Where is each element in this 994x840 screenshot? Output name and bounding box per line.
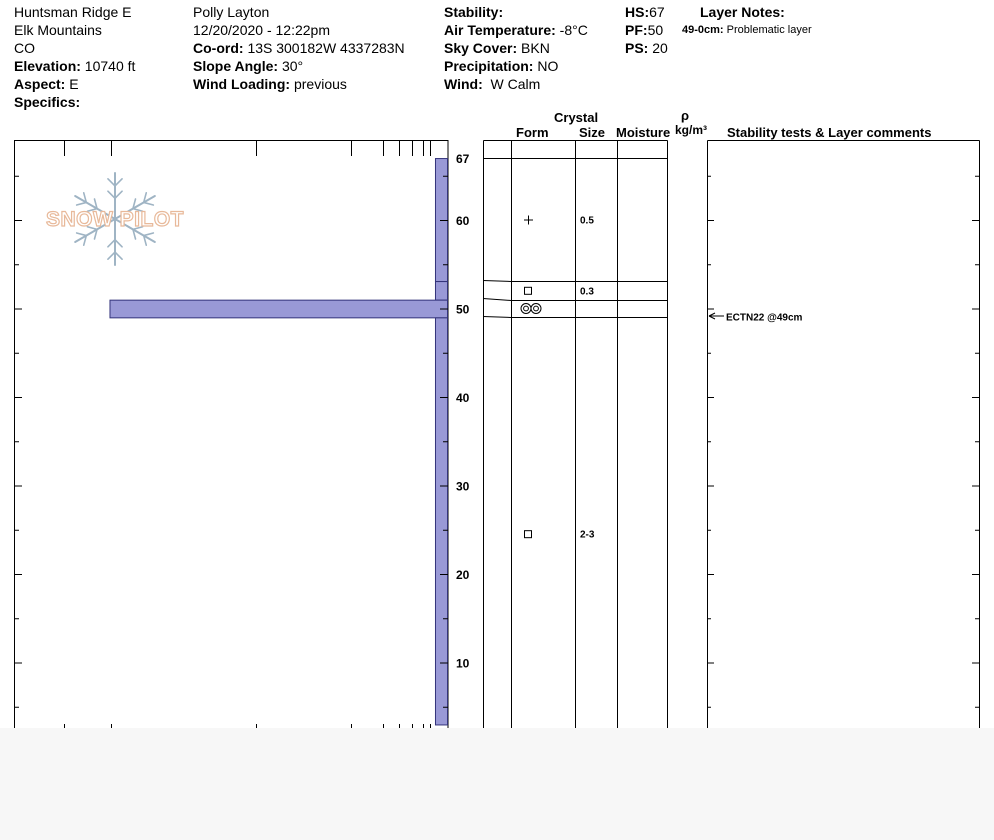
elevation: Elevation: 10740 ft: [14, 58, 136, 74]
grain-columns: [484, 141, 668, 729]
stability-test-label: ECTN22 @49cm: [726, 312, 803, 324]
aspect: Aspect: E: [14, 76, 79, 92]
observer-name: Polly Layton: [193, 4, 270, 20]
snowflake-branch: [115, 252, 122, 259]
depth-tick-label: 40: [456, 391, 470, 405]
layer-notes-heading: Layer Notes:: [700, 4, 785, 20]
grain-form-melt-outer: [521, 304, 531, 314]
specifics: Specifics:: [14, 94, 81, 110]
hardness-bar: [110, 300, 448, 318]
air-temperature: Air Temperature: -8°C: [444, 22, 588, 38]
stability-header: Stability tests & Layer comments: [727, 125, 932, 140]
grain-form-melt-inner: [524, 306, 529, 311]
depth-tick-label: 30: [456, 479, 470, 494]
moisture-header: Moisture: [616, 125, 671, 140]
wind: Wind: W Calm: [444, 76, 541, 92]
depth-tick-label: 10: [456, 656, 470, 671]
layer-boundary-connector: [483, 317, 511, 318]
stability: Stability:: [444, 4, 504, 20]
grain-form-faceted: [525, 287, 532, 294]
layer-note: 49-0cm: Problematic layer: [682, 24, 812, 36]
depth-tick-label: 20: [456, 568, 470, 582]
snowflake-branch: [144, 202, 154, 205]
snowflake-branch: [77, 233, 87, 236]
hardness-bar: [435, 318, 447, 725]
snowflake-branch: [108, 191, 115, 198]
foot-penetration: PF:50: [625, 22, 664, 38]
density-symbol: ρ: [681, 108, 690, 123]
layer-boundary-connector: [483, 281, 511, 282]
form-header: Form: [516, 125, 549, 140]
snowflake-branch: [115, 179, 122, 186]
snowflake-branch: [108, 240, 115, 247]
snowpilot-logo: SNOW PILOT: [46, 208, 184, 231]
snowflake-branch: [108, 252, 115, 259]
grain-size-label: 0.3: [580, 286, 594, 298]
state: CO: [14, 40, 35, 56]
location-name: Huntsman Ridge E: [14, 4, 132, 20]
grain-size-label: 2-3: [580, 529, 595, 541]
grain-form-faceted: [525, 531, 532, 538]
wind-loading: Wind Loading: previous: [193, 76, 347, 92]
grain-form-precip: [524, 216, 533, 225]
grain-form-melt-inner: [534, 306, 539, 311]
sky-cover: Sky Cover: BKN: [444, 40, 550, 56]
observation-datetime: 12/20/2020 - 12:22pm: [193, 22, 330, 38]
grain-size-label: 0.5: [580, 215, 594, 227]
snowflake-branch: [108, 179, 115, 186]
ski-penetration: PS: 20: [625, 40, 668, 56]
snowflake-branch: [115, 191, 122, 198]
snowflake-branch: [144, 233, 154, 236]
stability-column: [708, 141, 980, 729]
grain-form-melt-outer: [531, 304, 541, 314]
layer-boundary-connector: [483, 299, 511, 301]
coordinates: Co-ord: 13S 300182W 4337283N: [193, 40, 405, 56]
depth-tick-label: 50: [456, 302, 470, 317]
depth-tick-label: 67: [456, 152, 470, 167]
snowflake-branch: [115, 240, 122, 247]
slope-angle: Slope Angle: 30°: [193, 58, 304, 74]
density-unit: kg/m³: [675, 123, 708, 137]
hardness-bar: [435, 282, 447, 301]
depth-tick-label: 60: [456, 214, 470, 228]
snowflake-branch: [77, 202, 87, 205]
crystal-header: Crystal: [554, 110, 599, 125]
precipitation: Precipitation: NO: [444, 58, 559, 74]
mountain-range: Elk Mountains: [14, 22, 102, 38]
snow-height: HS:67: [625, 4, 665, 20]
size-header: Size: [579, 125, 606, 140]
stability-test-marker: [709, 313, 803, 324]
